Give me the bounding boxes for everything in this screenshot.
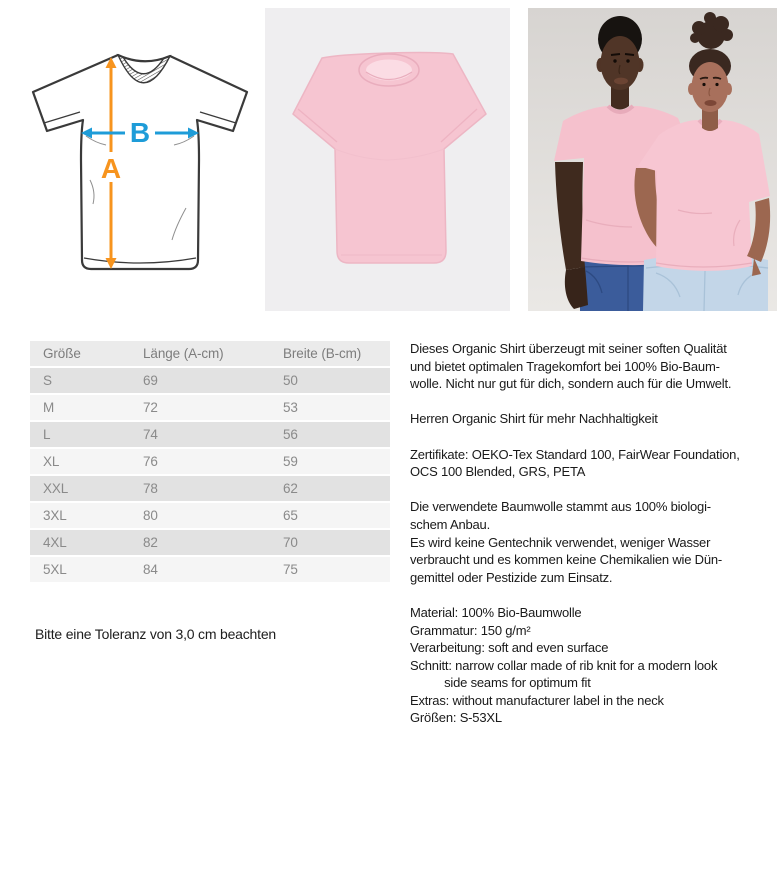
description-line: Zertifikate: OEKO-Tex Standard 100, FairWear Foundation, [410,446,740,462]
description-line: Größen: S-53XL [410,710,502,726]
size-diagram [20,30,260,290]
description-line: Dieses Organic Shirt überzeugt mit seiner soften Qualität [410,341,727,356]
description-line: und bietet optimalen Tragekomfort bei 100% Bio-Baum- [410,358,720,374]
cell-size: XXL [43,481,69,496]
description-line [410,428,777,446]
description-line: Extras: without manufacturer label in the neck [410,692,664,708]
description-line: Material: 100% Bio-Baumwolle [410,604,582,620]
cell-width: 75 [283,562,298,577]
product-description [410,340,777,727]
cell-length: 74 [143,427,158,442]
table-row [30,503,390,528]
description-line: Grammatur: 150 g/m² [410,622,531,638]
cell-size: 3XL [43,508,67,523]
cell-width: 70 [283,535,298,550]
column-header-size: Größe [43,346,81,361]
column-header-length: Länge (A-cm) [143,346,224,361]
flat-shirt-svg [265,8,510,311]
description-line: OCS 100 Blended, GRS, PETA [410,464,586,480]
description-line: wolle. Nicht nur gut für dich, sondern auch für die Umwelt. [410,376,732,392]
table-row [30,476,390,501]
cell-length: 76 [143,454,158,469]
cell-size: 4XL [43,535,67,550]
models-photo-svg [528,8,777,311]
cell-length: 82 [143,535,158,550]
cell-length: 72 [143,400,158,415]
description-line: verbraucht und es kommen keine Chemikalien wie Dün- [410,552,723,568]
cell-length: 69 [143,373,158,388]
cell-width: 56 [283,427,298,442]
description-line: side seams for optimum fit [410,675,591,691]
cell-width: 50 [283,373,298,388]
flat-shirt-photo [265,8,510,311]
table-row [30,449,390,474]
table-row [30,368,390,393]
size-table-body [30,368,390,582]
description-line: Es wird keine Gentechnik verwendet, weniger Wasser [410,534,711,550]
cell-length: 78 [143,481,158,496]
description-line: Verarbeitung: soft and even surface [410,640,609,656]
measurement-label-a: A [100,153,122,184]
tolerance-note: Bitte eine Toleranz von 3,0 cm beachten [35,626,276,642]
flat-shirt-collar [359,54,419,86]
column-header-width: Breite (B-cm) [283,346,362,361]
cell-size: XL [43,454,60,469]
cell-width: 59 [283,454,298,469]
description-line: gemittel oder Pestizide zum Einsatz. [410,569,613,585]
table-row [30,395,390,420]
description-line [410,586,777,604]
tshirt-outline [33,55,247,269]
table-row [30,530,390,555]
description-line: Herren Organic Shirt für mehr Nachhaltigkeit [410,411,658,427]
measurement-label-b: B [129,117,151,148]
description-line: schem Anbau. [410,516,490,532]
description-line [410,481,777,499]
cell-width: 65 [283,508,298,523]
tshirt-line-art-svg [20,30,260,290]
woman-tshirt [638,120,770,271]
size-table-header-row [30,341,390,366]
table-row [30,557,390,582]
models-photo [528,8,777,311]
description-line: Die verwendete Baumwolle stammt aus 100% biologi- [410,499,711,515]
cell-size: 5XL [43,562,67,577]
cell-length: 80 [143,508,158,523]
description-line: Schnitt: narrow collar made of rib knit for a modern look [410,657,718,673]
cell-size: S [43,373,52,388]
cell-length: 84 [143,562,158,577]
cell-width: 62 [283,481,298,496]
cell-width: 53 [283,400,298,415]
table-row [30,422,390,447]
size-table [30,341,390,584]
cell-size: M [43,400,55,415]
cell-size: L [43,427,51,442]
description-line [410,393,777,411]
